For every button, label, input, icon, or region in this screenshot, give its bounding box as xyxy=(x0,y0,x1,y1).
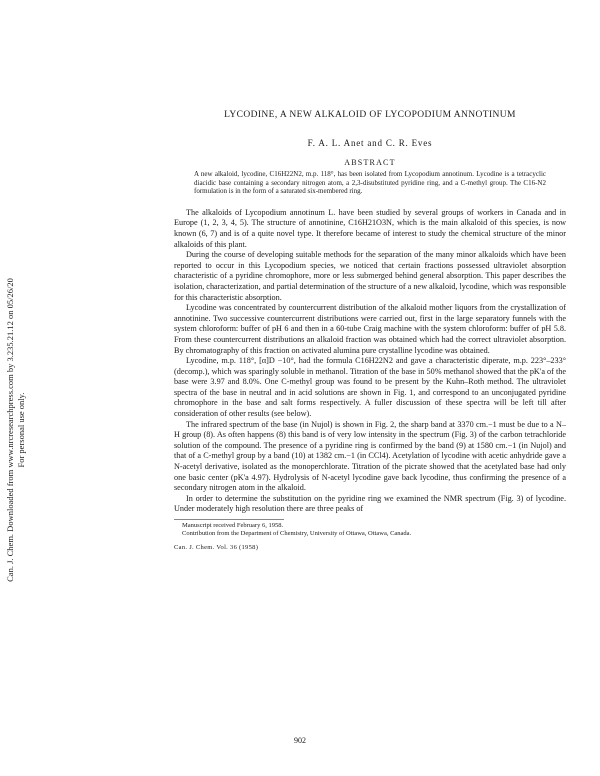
article-body xyxy=(174,110,566,551)
paragraph-5: The infrared spectrum of the base (in Nujol) is shown in Fig. 2, the sharp band at 3370 cm.−1 must be due to a N–H group (8). As often happens (8) this band is of very low intensity in the spectrum (Fig. 3) of the carbon tetrachloride solution of the compound. The presence of a pyridine ring is confirmed by the band (9) at 1580 cm.−1 (in Nujol) and that of a C-methyl group by a band (10) at 1382 cm.−1 (in CCl4). Acetylation of lycodine with acetic anhydride gave a N-acetyl derivative, isolated as the monoperchlorate. Titration of the picrate showed that the acetylated base had only one basic center (pK'a 4.97). Hydrolysis of N-acetyl lycodine gave back lycodine, thus confirming the presence of a secondary nitrogen atom in the alkaloid. xyxy=(174,419,566,493)
abstract-text: A new alkaloid, lycodine, C16H22N2, m.p. 118°, has been isolated from Lycopodium annotinum. Lycodine is a tetracyclic diacidic base containing a secondary nitrogen atom, a 2,3-disubstituted pyridine ring, and a C-methyl group. The C16-N2 formulation is in the form of a saturated six-membered ring. xyxy=(194,170,546,196)
paragraph-2: During the course of developing suitable methods for the separation of the many minor alkaloids which have been reported to occur in this Lycopodium species, we noticed that certain fractions possessed ultraviolet absorption characteristic of a pyridine chromophore, more or less submerged behind general absorption. This paper describes the isolation, characterization, and partial determination of the structure of a new alkaloid, lycodine, which was responsible for this characteristic absorption. xyxy=(174,250,566,302)
side-note-line-1: Can. J. Chem. Downloaded from www.nrcresearchpress.com by 3.235.21.12 on 05/26/20 xyxy=(5,278,15,582)
article-authors: F. A. L. Anet and C. R. Eves xyxy=(307,138,433,148)
footnote-2: Contribution from the Department of Chemistry, University of Ottawa, Ottawa, Canada. xyxy=(182,530,412,537)
side-note-line-2: For personal use only. xyxy=(16,392,26,468)
page-number: 902 xyxy=(294,736,306,745)
side-note-text xyxy=(5,278,27,582)
paragraph-6: In order to determine the substitution on the pyridine ring we examined the NMR spectrum (Fig. 3) of lycodine. Under moderately high resolution there are three peaks of xyxy=(174,493,566,514)
abstract-heading: ABSTRACT xyxy=(344,158,396,167)
footnote-1: Manuscript received February 6, 1958. xyxy=(182,522,284,529)
footnote-rule xyxy=(174,519,412,538)
article-title: LYCODINE, A NEW ALKALOID OF LYCOPODIUM ANNOTINUM xyxy=(224,110,516,120)
paragraph-1: The alkaloids of Lycopodium annotinum L. have been studied by several groups of workers in Canada and in Europe (1, 2, 3, 4, 5). The structure of annotinine, C16H21O3N, which is the main alkaloid of this species, is now known (6, 7) and is of a quite novel type. It therefore became of interest to study the chemical structure of the minor alkaloids of this plant. xyxy=(174,207,566,249)
paragraph-4: Lycodine, m.p. 118°, [α]D −10°, had the formula C16H22N2 and gave a characteristic diperate, m.p. 223°–233° (decomp.), which was sparingly soluble in methanol. Titration of the base in 50% methanol showed that the pK'a of the base were 3.97 and 8.0%. One C-methyl group was found to be present by the Kuhn–Roth method. The ultraviolet spectra of the base in neutral and in acid solutions are shown in Fig. 1, and correspond to an unconjugated pyridine chromophore in the base and salt forms respectively. A fuller discussion of these spectra will be left till after consideration of other results (see below). xyxy=(174,356,566,419)
paragraph-3: Lycodine was concentrated by countercurrent distribution of the alkaloid mother liquors from the crystallization of annotinine. Two successive countercurrent distributions were carried out, first in the large separatory funnels with the system chloroform: buffer of pH 6 and then in a 60-tube Craig machine with the system chloroform: buffer of pH 5.8. From these countercurrent distributions an alkaloid fraction was obtained which had the correct ultraviolet absorption. By chromatography of this fraction on activated alumina pure crystalline lycodine was obtained. xyxy=(174,303,566,355)
journal-citation: Can. J. Chem. Vol. 36 (1958) xyxy=(174,544,259,551)
download-side-note xyxy=(2,240,30,620)
